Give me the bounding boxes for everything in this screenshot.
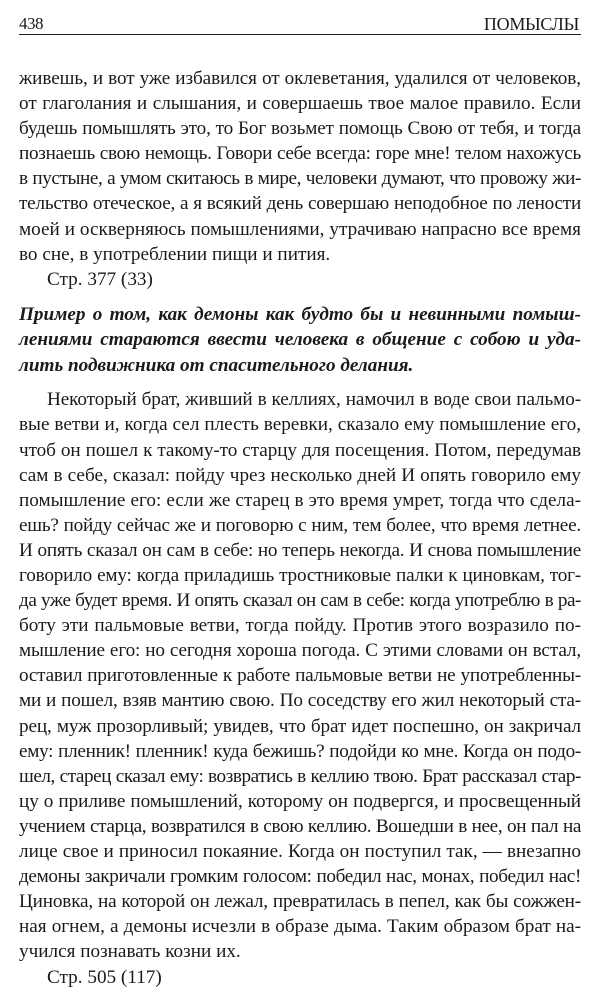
text-line: учился познавать козни их. [19, 941, 241, 963]
text-line: мышление его: но сегодня хороша погода. С этими словами он встал, [19, 640, 581, 662]
page-content [19, 66, 581, 990]
text-line: демоны закричали громким голосом: победил нас, монах, победил нас! [19, 866, 581, 888]
text-line: шел, старец сказал ему: возвратись в келлию твою. Брат рассказал стар- [19, 765, 581, 787]
text-line: боту эти пальмовые ветви, тогда пойду. Против этого возразило по- [19, 615, 581, 637]
text-line: в пустыне, а умом скитаюсь в мире, человеки думают, что провожу жи- [19, 168, 581, 190]
text-line: рец, муж прозорливый; увидев, что брат идет поспешно, он закричал [19, 715, 581, 737]
heading-line: лениями стараются ввести человека в общение с собою и уда- [19, 329, 581, 351]
text-line: ми и пошел, взяв мантию свою. По соседству его жил некоторый ста- [19, 690, 581, 712]
text-line: чтоб он пошел к такому-то старцу для посещения. Потом, передумав [19, 439, 581, 461]
text-line: да уже будет время. И опять сказал он сам в себе: когда употреблю в ра- [19, 590, 581, 612]
text-line: тельство отеческое, а я всякий день совершаю неподобное по лености [19, 193, 581, 215]
text-line: от глаголания и слышания, и совершаешь твое малое правило. Если [19, 93, 581, 115]
heading-line: Пример о том, как демоны как будто бы и невинными помыш- [19, 303, 581, 325]
text-line: И опять сказал он сам в себе: но теперь некогда. И снова помышление [19, 539, 581, 561]
text-line: Циновка, на которой он лежал, превратилась в пепел, как бы сожжен- [19, 891, 581, 913]
text-line: во сне, в употреблении пищи и пития. [19, 243, 331, 265]
source-reference: Стр. 377 (33) [47, 268, 153, 290]
text-line: познаешь свою немощь. Говори себе всегда: горе мне! телом нахожусь [19, 143, 581, 165]
text-line: сам в себе, сказал: пойду чрез несколько дней И опять говорило ему [19, 464, 581, 486]
text-line: вые ветви и, когда сел плесть веревки, сказало ему помышление его, [19, 414, 581, 436]
page-number: 438 [19, 14, 43, 33]
text-line: лице свое и приносил покаяние. Когда он поступил так, — внезапно [19, 841, 581, 863]
heading-line: лить подвижника от спасительного делания. [19, 354, 414, 376]
text-line: будешь помышлять это, то Бог возьмет помощь Свою от тебя, и тогда [19, 118, 581, 140]
paragraph-story [19, 387, 581, 964]
text-line: говорило ему: когда приладишь тростниковые палки к циновкам, тог- [19, 565, 581, 586]
text-line: оставил приготовленные к работе пальмовые ветви не употребленны- [19, 665, 581, 687]
text-line: ная огнем, а демоны исчезли в образе дыма. Таким образом брат на- [19, 916, 581, 938]
section-heading [19, 302, 581, 379]
running-title: ПОМЫСЛЫ [483, 14, 579, 34]
source-reference: Стр. 505 (117) [47, 966, 162, 988]
text-line: моей и оскверняюсь помышлениями, утрачиваю напрасно все время [19, 218, 581, 240]
paragraph-continuation [19, 66, 581, 267]
text-line: ешь? пойду сейчас же и поговорю с ним, тем более, что время летнее. [19, 514, 581, 536]
text-line: живешь, и вот уже избавился от оклеветания, удалился от человеков, [19, 68, 581, 89]
text-line: учением старца, возвратился в свою келлию. Вошедши в нее, он пал на [19, 815, 581, 837]
page-header [19, 12, 581, 35]
text-line: Некоторый брат, живший в келлиях, намочил в воде свои пальмо- [47, 389, 581, 411]
text-line: ему: пленник! пленник! куда бежишь? подойди ко мне. Когда он подо- [19, 740, 581, 762]
text-line: цу о приливе помышлений, которому он подвергся, и просвещенный [19, 790, 581, 812]
text-line: помышление его: если же старец в это время умрет, тогда что сдела- [19, 489, 581, 511]
